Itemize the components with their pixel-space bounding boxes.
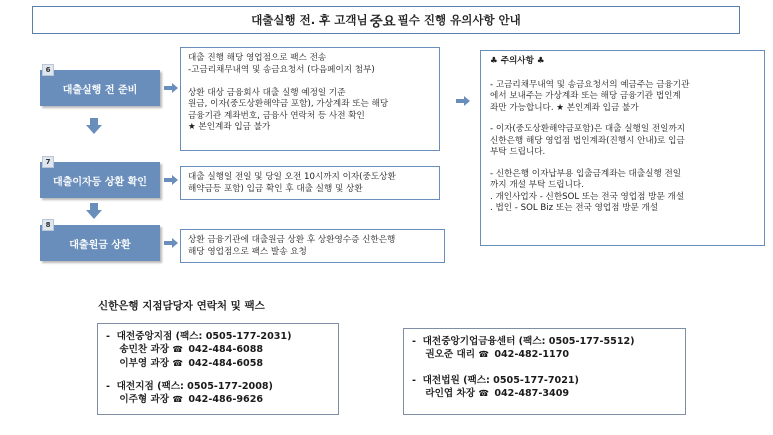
contact-group <box>412 335 677 362</box>
arrow-right-icon <box>164 83 178 93</box>
contacts-right-box <box>403 328 686 415</box>
step-8-label: 대출원금 상환 <box>69 239 131 251</box>
contacts-heading: 신한은행 지점담당자 연락처 및 팩스 <box>98 300 265 312</box>
phone-icon: ☎ <box>478 389 489 399</box>
title-after: 필수 진행 유의사항 안내 <box>397 13 521 27</box>
contact-phone: 042-487-3409 <box>494 388 570 399</box>
contact-person <box>106 357 330 371</box>
contact-person <box>412 387 677 401</box>
step-6-number: 6 <box>42 64 54 76</box>
phone-icon: ☎ <box>172 345 183 355</box>
contact-name: 라인엽 차장 <box>412 388 476 399</box>
step-7-box <box>40 162 160 198</box>
notice-box <box>480 50 765 246</box>
notice-item: - 신한은행 이자납부용 입출금계좌는 대출실행 전일 까지 개설 부탁 드립니다. . 개인사업자 - 신한SOL 또는 전국 영업점 방문 개설 . 법인 - SOL Biz 또는 전국 영업점 방문 개설 <box>490 168 685 213</box>
contact-group <box>412 374 677 401</box>
step-6-detail-text: 대출 진행 해당 영업점으로 팩스 전송 -고금리채무내역 및 송금요청서 (다음페이지 첨부) 상환 대상 금융회사 대출 실행 예정일 기준 원금, 이자(중도상환해약금 포함), 가상계좌 또는 해당 금융기관 계좌번호, 금융사 연락처 등 사전 확인 ★ 본인계좌 입금 불가 <box>188 53 389 132</box>
step-7-detail-text: 대출 실행일 전일 및 당일 오전 10시까지 이자(중도상환 해약금등 포함) 입금 확인 후 대출 실행 및 상환 <box>188 172 396 194</box>
title-emphasis: 중요 <box>369 14 396 30</box>
notice-item: - 이자(중도상환해약금포함)은 대출 실행일 전일까지 신한은행 해당 영업점 법인계좌(진행시 안내)로 입금 부탁 드립니다. <box>490 124 686 157</box>
contact-name: 권오준 대리 <box>412 349 476 360</box>
page-title <box>32 6 740 34</box>
notice-title: ♣ 주의사항 ♣ <box>490 56 545 66</box>
phone-icon: ☎ <box>478 350 489 360</box>
step-8-detail-text: 상환 금융기관에 대출원금 상환 후 상환영수증 신한은행 해당 영업점으로 팩스 발송 요청 <box>188 235 396 257</box>
contact-phone: 042-482-1170 <box>494 349 570 360</box>
step-6-box <box>40 70 160 106</box>
phone-icon: ☎ <box>172 359 183 369</box>
step-8-number: 8 <box>42 219 54 231</box>
contact-name: 이부영 과장 <box>106 358 170 369</box>
contacts-left-box <box>97 323 339 415</box>
step-8-detail <box>180 229 445 263</box>
contact-group <box>106 380 330 407</box>
step-7-number: 7 <box>42 156 54 168</box>
phone-icon: ☎ <box>172 395 183 405</box>
contact-person <box>106 393 330 407</box>
contact-person <box>106 343 330 357</box>
contact-person <box>412 348 677 362</box>
step-6-label: 대출실행 전 준비 <box>62 84 138 96</box>
contact-phone: 042-484-6058 <box>188 358 264 369</box>
step-6-detail <box>180 47 440 151</box>
title-before: 대출실행 전. 후 고객님 <box>251 13 368 27</box>
arrow-right-icon <box>164 175 178 185</box>
branch-header: - 대전중앙기업금융센터 (팩스: 0505-177-5512) <box>412 336 635 347</box>
branch-header: - 대전법원 (팩스: 0505-177-7021) <box>412 375 579 386</box>
step-7-detail <box>180 166 440 200</box>
contact-name: 이주형 과장 <box>106 394 170 405</box>
contact-group <box>106 330 330 371</box>
step-7-label: 대출이자등 상환 확인 <box>53 176 147 188</box>
arrow-right-icon <box>456 96 470 106</box>
contact-name: 송민찬 과장 <box>106 344 170 355</box>
step-8-box <box>40 225 160 261</box>
arrow-down-icon <box>86 203 102 219</box>
arrow-right-icon <box>164 238 178 248</box>
branch-header: - 대전중앙지점 (팩스: 0505-177-2031) <box>106 331 292 342</box>
arrow-down-icon <box>86 118 102 134</box>
contact-phone: 042-484-6088 <box>188 344 264 355</box>
contact-phone: 042-486-9626 <box>188 394 264 405</box>
notice-item: - 고금리채무내역 및 송금요청서의 예금주는 금융기관 에서 보내주는 가상계좌 또는 해당 금융기관 법인계 좌만 가능합니다. ★ 본인계좌 입금 불가 <box>490 79 690 113</box>
branch-header: - 대전지점 (팩스: 0505-177-2008) <box>106 381 273 392</box>
